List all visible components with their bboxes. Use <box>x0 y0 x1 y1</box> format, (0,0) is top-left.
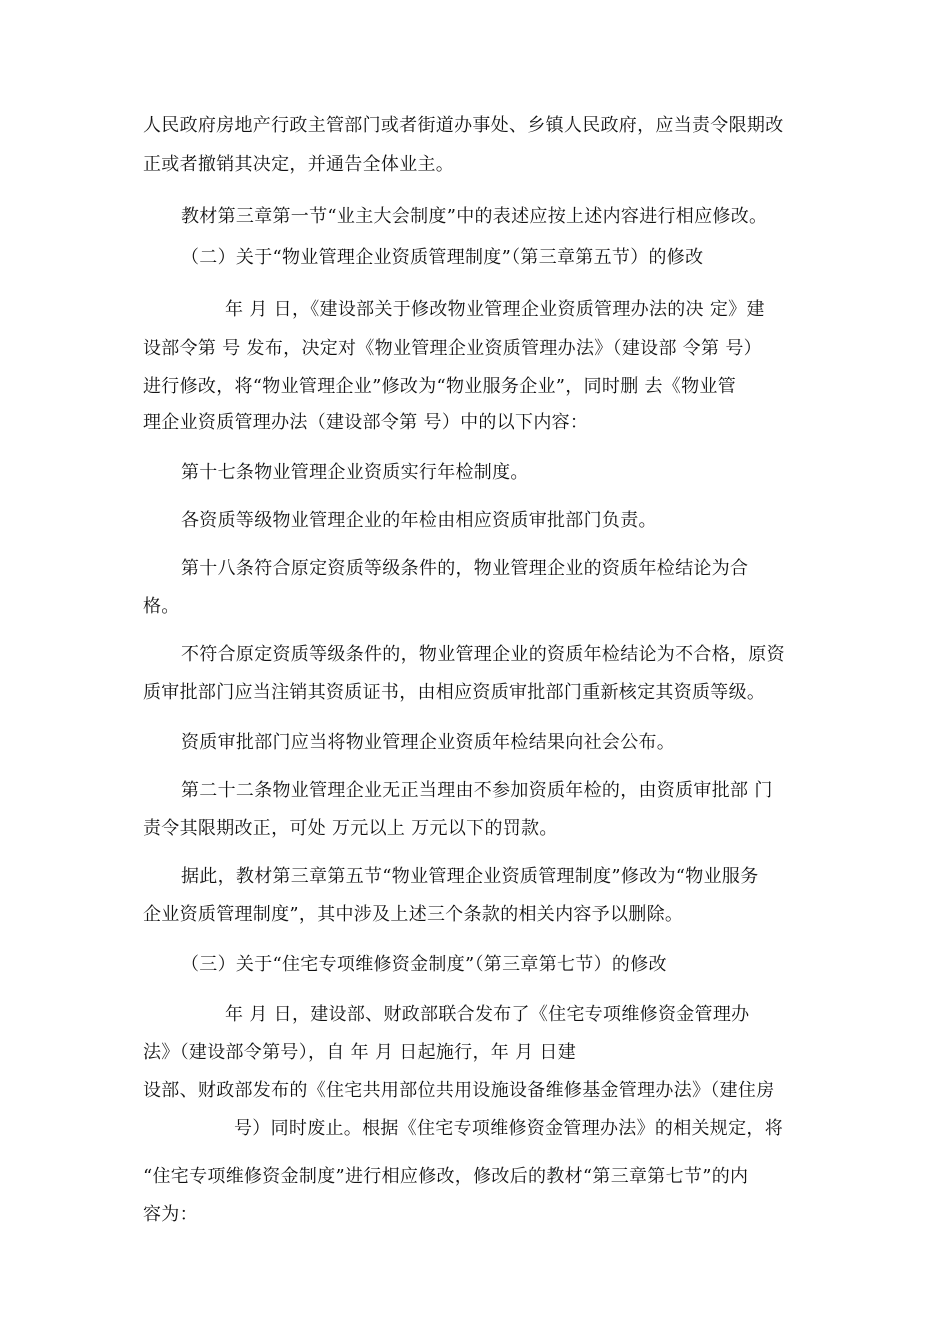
text-line: 质审批部门应当注销其资质证书，由相应资质审批部门重新核定其资质等级。 <box>143 682 766 703</box>
text-line: 理企业资质管理办法（建设部令第 号）中的以下内容： <box>143 412 589 433</box>
section-heading: （三）关于“住宅专项维修资金制度”（第三章第七节）的修改 <box>181 954 667 975</box>
text-line: “住宅专项维修资金制度”进行相应修改，修改后的教材“第三章第七节”的内 <box>143 1166 749 1187</box>
section-heading: （二）关于“物业管理企业资质管理制度”（第三章第五节）的修改 <box>181 247 704 268</box>
text-line: 号）同时废止。根据《住宅专项维修资金管理办法》的相关规定，将 <box>234 1118 783 1139</box>
text-line: 年 月 日，《建设部关于修改物业管理企业资质管理办法的决 定》建 <box>225 299 765 320</box>
text-line: 年 月 日，建设部、财政部联合发布了《住宅专项维修资金管理办 <box>225 1004 750 1025</box>
text-line: 教材第三章第一节“业主大会制度”中的表述应按上述内容进行相应修改。 <box>181 206 768 227</box>
text-line: 第十七条物业管理企业资质实行年检制度。 <box>181 462 529 483</box>
text-line: 企业资质管理制度”，其中涉及上述三个条款的相关内容予以删除。 <box>143 904 684 925</box>
text-line: 资质审批部门应当将物业管理企业资质年检结果向社会公布。 <box>181 732 676 753</box>
text-line: 设部令第 号 发布，决定对《物业管理企业资质管理办法》（建设部 令第 号） <box>143 338 762 359</box>
text-line: 第二十二条物业管理企业无正当理由不参加资质年检的，由资质审批部 门 <box>181 780 773 801</box>
text-line: 法》（建设部令第号），自 年 月 日起施行，年 月 日建 <box>143 1042 577 1063</box>
text-line: 据此，教材第三章第五节“物业管理企业资质管理制度”修改为“物业服务 <box>181 866 759 887</box>
text-line: 容为： <box>143 1204 198 1225</box>
text-line: 各资质等级物业管理企业的年检由相应资质审批部门负责。 <box>181 510 657 531</box>
text-line: 人民政府房地产行政主管部门或者街道办事处、乡镇人民政府，应当责令限期改 <box>143 115 784 136</box>
text-line: 正或者撤销其决定，并通告全体业主。 <box>143 154 455 175</box>
text-line: 设部、财政部发布的《住宅共用部位共用设施设备维修基金管理办法》（建住房 <box>143 1080 775 1101</box>
text-line: 第十八条符合原定资质等级条件的，物业管理企业的资质年检结论为合 <box>181 558 749 579</box>
text-line: 责令其限期改正，可处 万元以上 万元以下的罚款。 <box>143 818 558 839</box>
text-line: 格。 <box>143 596 180 617</box>
text-line: 进行修改，将“物业管理企业”修改为“物业服务企业”，同时删 去《物业管 <box>143 376 737 397</box>
text-line: 不符合原定资质等级条件的，物业管理企业的资质年检结论为不合格，原资 <box>181 644 785 665</box>
